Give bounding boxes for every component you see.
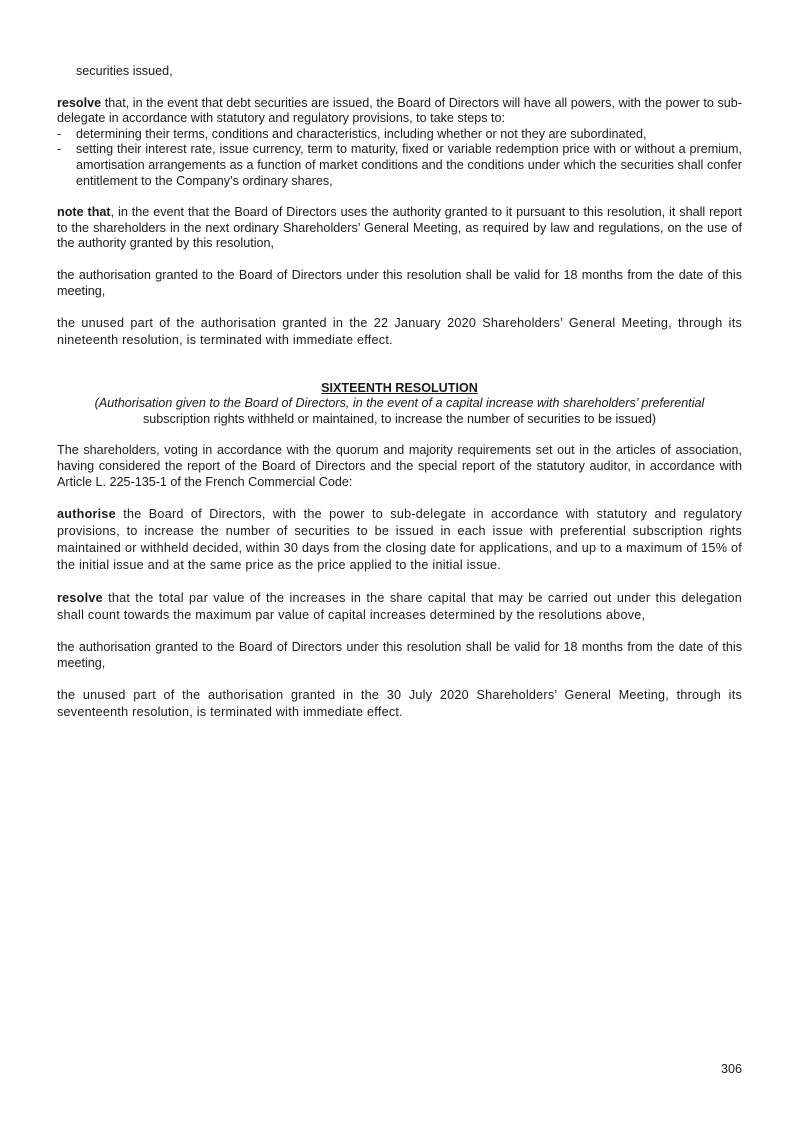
paragraph-text: , in the event that the Board of Directors uses the authority granted to it pursuant to this resolution, it shall report to the shareholders in the next ordinary Shareholders’ General Meeting, as required by law and regulations, on the use of the authority granted by this resolution, xyxy=(57,205,742,251)
bullet-dash-icon: - xyxy=(57,126,62,141)
paragraph-note-that xyxy=(57,205,742,252)
paragraph-unused-authorisation: the unused part of the authorisation granted in the 22 January 2020 Shareholders’ General Meeting, through its nineteenth resolution, is terminated with immediate effect. xyxy=(57,316,742,348)
list-item xyxy=(57,127,742,143)
list-item-text: determining their terms, conditions and characteristics, including whether or not they are subordinated, xyxy=(76,126,647,141)
lead-word-authorise: authorise xyxy=(57,507,116,522)
paragraph-securities-issued: securities issued, xyxy=(76,64,173,78)
paragraph-validity: the authorisation granted to the Board of Directors under this resolution shall be valid for 18 months from the date of this meeting, xyxy=(57,267,742,298)
bullet-dash-icon: - xyxy=(57,142,62,157)
paragraph-text: that the total par value of the increases in the share capital that may be carried out under this delegation shall count towards the maximum par value of capital increases determined by the resolutions above, xyxy=(57,591,742,623)
section-title: SIXTEENTH RESOLUTION xyxy=(321,381,478,396)
lead-word-note-that: note that xyxy=(57,205,111,220)
paragraph-authorise xyxy=(57,506,742,574)
paragraph-unused-authorisation-2: the unused part of the authorisation granted in the 30 July 2020 Shareholders’ General Meeting, through its seventeenth resolution, is terminated with immediate effect. xyxy=(57,688,742,720)
paragraph-resolve-par-value xyxy=(57,590,742,624)
section-subtitle xyxy=(57,396,742,427)
lead-word-resolve: resolve xyxy=(57,591,103,606)
paragraph-shareholders-voting: The shareholders, voting in accordance with the quorum and majority requirements set out in the articles of association, having considered the report of the Board of Directors and the special report of the statutory auditor, in accordance with Article L. 225-135-1 of the French Commercial Code: xyxy=(57,443,742,489)
document-page xyxy=(57,64,742,721)
list-item xyxy=(57,142,742,189)
paragraph-resolve-debt xyxy=(57,96,742,127)
bullet-list xyxy=(57,127,742,189)
lead-word-resolve: resolve xyxy=(57,95,102,110)
paragraph-validity-2: the authorisation granted to the Board of Directors under this resolution shall be valid for 18 months from the date of this meeting, xyxy=(57,640,742,670)
list-item-text: setting their interest rate, issue currency, term to maturity, fixed or variable redemption price with or without a premium, amortisation arrangements as a function of market conditions and the conditions under which the securities shall confer entitlement to the Company’s ordinary shares, xyxy=(76,142,742,188)
page-number: 306 xyxy=(720,1062,742,1076)
section-subtitle-plain: subscription rights withheld or maintained, to increase the number of securities to be issued) xyxy=(142,411,657,426)
paragraph-text: the Board of Directors, with the power to sub-delegate in accordance with statutory and regulatory provisions, to increase the number of securities to be issued in each issue with preferential subscription rights maintained or withheld decided, within 30 days from the closing date for applications, and up to a maximum of 15% of the initial issue and at the same price as the price applied to the initial issue. xyxy=(57,507,742,573)
paragraph-text: that, in the event that debt securities are issued, the Board of Directors will have all powers, with the power to sub-delegate in accordance with statutory and regulatory provisions, to take steps to: xyxy=(57,95,742,126)
section-subtitle-italic: (Authorisation given to the Board of Directors, in the event of a capital increase with shareholders’ preferential xyxy=(94,396,705,411)
